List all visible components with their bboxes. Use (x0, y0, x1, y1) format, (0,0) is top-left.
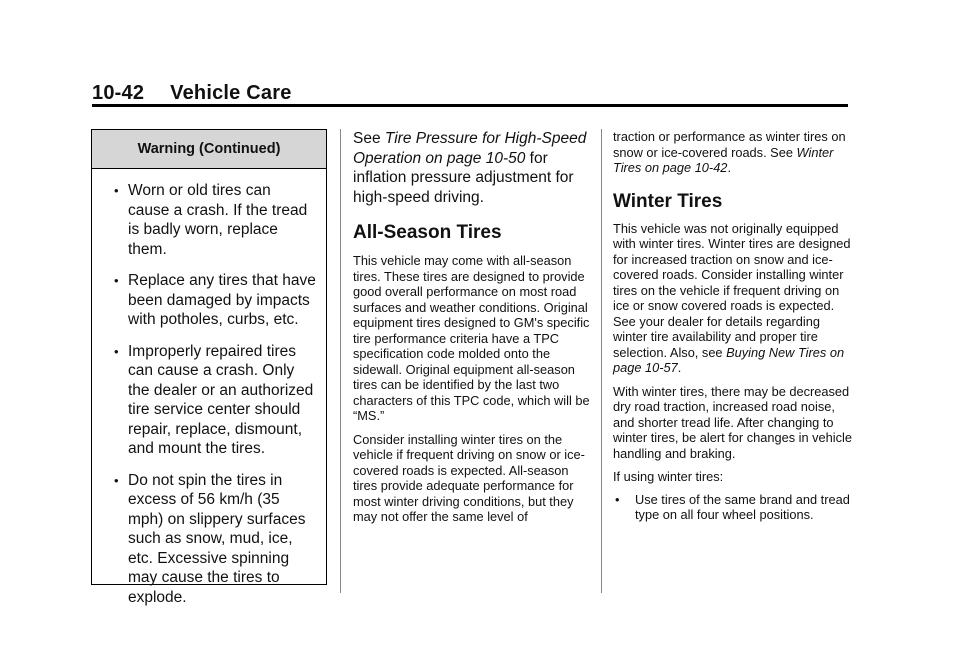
warning-item: • Do not spin the tires in excess of 56 km/h (35 mph) on slippery surfaces such as snow, mud, ice, etc. Excessive spinning may cause the tires to explode. (114, 471, 316, 608)
continued-end: . (727, 160, 731, 175)
column-divider-2 (601, 129, 602, 593)
section-heading-winter: Winter Tires (613, 190, 723, 212)
column-divider-1 (340, 129, 341, 593)
lead-paragraph (353, 129, 591, 207)
column-2 (353, 129, 591, 525)
winter-end: . (677, 360, 682, 375)
column-3 (613, 129, 853, 523)
winter-paragraph-2: With winter tires, there may be decreased dry road traction, increased road noise, and shorter tread life. After changing to winter tires, be alert for changes in vehicle handling and braking. (613, 383, 852, 461)
winter-paragraph-3: If using winter tires: (613, 469, 724, 484)
page-header (92, 82, 292, 105)
warning-item: • Worn or old tires can cause a crash. If the tread is badly worn, replace them. (114, 181, 316, 259)
warning-item: • Improperly repaired tires can cause a crash. Only the dealer or an authorized tire service center should repair, replace, dismount, and mount the tires. (114, 342, 316, 459)
cross-reference: Buying New Tires on page 10-57 (613, 344, 845, 375)
cross-reference: Tire Pressure for High-Speed Operation on page 10-50 (353, 130, 587, 167)
warning-item: • Replace any tires that have been damaged by impacts with potholes, curbs, etc. (114, 271, 316, 330)
warning-box (91, 129, 327, 606)
section-heading-all-season: All-Season Tires (353, 222, 502, 243)
page-number: 10-42 (92, 82, 145, 104)
winter-text: This vehicle was not originally equipped with winter tires. Winter tires are designed for increased traction on snow and ice-covered roads. Consider installing winter tires on the vehicle if frequent driving on ice or snow covered roads is expected. See your dealer for details regarding winter tire availability and proper tire selection. Also, see (613, 220, 851, 360)
section-title: Vehicle Care (170, 82, 292, 104)
winter-list-item: • Use tires of the same brand and tread type on all four wheel positions. (613, 492, 853, 523)
continued-paragraph (613, 129, 853, 176)
all-season-paragraph-1: This vehicle may come with all-season tires. These tires are designed to provide good overall performance on most road surfaces and weather conditions. Original equipment tires designed to GM's specific tire performance criteria have a TPC specification code molded onto the sidewall. Original equipment all-season tires can be identified by the last two characters of this TPC code, which will be “MS.” (353, 253, 590, 423)
header-rule (92, 104, 848, 107)
lead-rest: for inflation pressure adjustment for high-speed driving. (353, 149, 574, 206)
winter-paragraph-1 (613, 221, 853, 376)
lead-see: See (353, 130, 385, 147)
winter-list (613, 492, 853, 523)
warning-list (92, 169, 326, 607)
cross-reference: Winter Tires on page 10-42 (613, 144, 834, 175)
all-season-paragraph-2: Consider installing winter tires on the vehicle if frequent driving on snow or ice-covered roads is expected. All-season tires provide adequate performance for most winter driving conditions, but they may not offer the same level of (353, 431, 585, 524)
continued-text: traction or performance as winter tires on snow or ice-covered roads. See (613, 129, 846, 160)
warning-title: Warning (Continued) (92, 130, 326, 169)
